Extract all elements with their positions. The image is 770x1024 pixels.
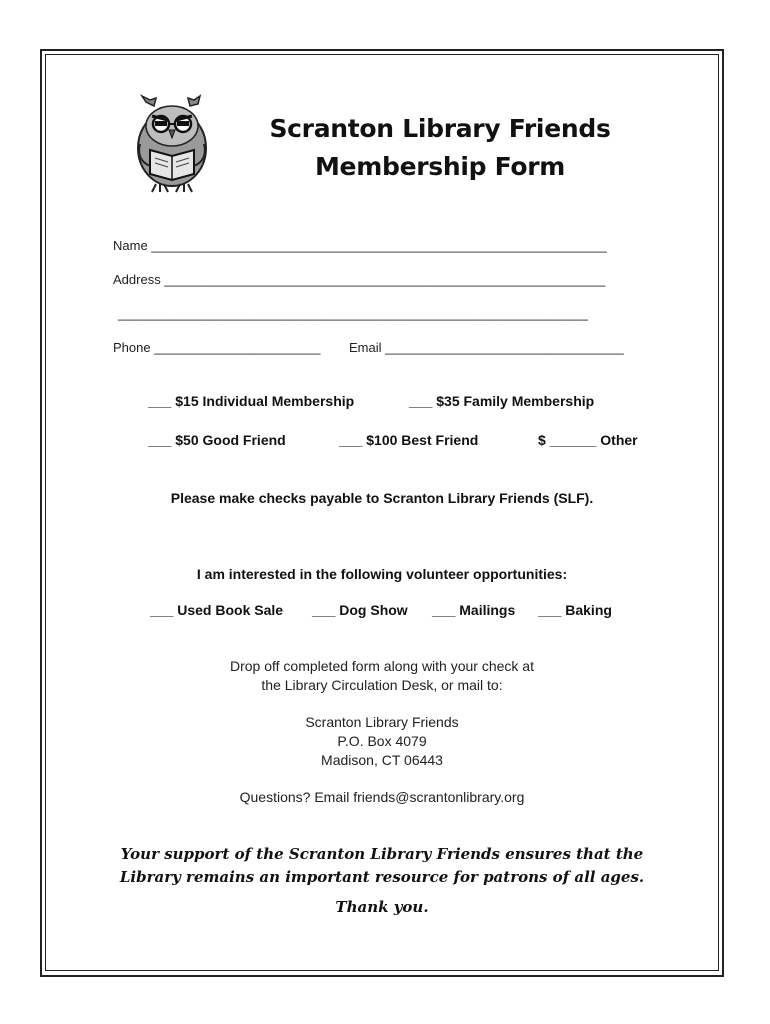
thank-you: Thank you.	[335, 898, 429, 916]
owl-reading-book-icon	[128, 94, 214, 194]
volunteer-used-book-sale[interactable]: ___ Used Book Sale	[150, 602, 284, 618]
name-field[interactable]: Name _______________________________________________________________	[113, 238, 607, 253]
phone-field[interactable]: Phone _______________________	[113, 340, 321, 355]
checks-payable-note: Please make checks payable to Scranton Library Friends (SLF).	[170, 490, 594, 506]
questions-contact: Questions? Email friends@scrantonlibrary.org	[239, 789, 525, 805]
option-good-friend[interactable]: ___ $50 Good Friend	[148, 432, 286, 448]
volunteer-heading: I am interested in the following volunteer opportunities:	[196, 566, 568, 582]
volunteer-mailings[interactable]: ___ Mailings	[432, 602, 516, 618]
option-individual-membership[interactable]: ___ $15 Individual Membership	[148, 393, 355, 409]
dropoff-line1: Drop off completed form along with your check at	[229, 658, 534, 674]
address-line2-field[interactable]: _________________________________________________________________	[118, 306, 588, 321]
volunteer-baking[interactable]: ___ Baking	[538, 602, 612, 618]
mail-address-line1: Scranton Library Friends	[305, 714, 459, 730]
option-best-friend[interactable]: ___ $100 Best Friend	[339, 432, 479, 448]
mail-address-line2: P.O. Box 4079	[337, 733, 427, 749]
support-line1: Your support of the Scranton Library Friends ensures that the	[120, 845, 644, 863]
dropoff-line2: the Library Circulation Desk, or mail to:	[261, 677, 503, 693]
option-family-membership[interactable]: ___ $35 Family Membership	[409, 393, 595, 409]
address-field[interactable]: Address _____________________________________________________________	[113, 272, 606, 287]
volunteer-dog-show[interactable]: ___ Dog Show	[312, 602, 408, 618]
option-other-amount[interactable]: $ ______ Other	[538, 432, 638, 448]
form-title-line2: Membership Form	[314, 152, 566, 181]
email-field[interactable]: Email _________________________________	[349, 340, 624, 355]
mail-address-line3: Madison, CT 06443	[321, 752, 443, 768]
form-title-line1: Scranton Library Friends	[269, 114, 611, 143]
support-line2: Library remains an important resource for patrons of all ages.	[119, 868, 645, 886]
